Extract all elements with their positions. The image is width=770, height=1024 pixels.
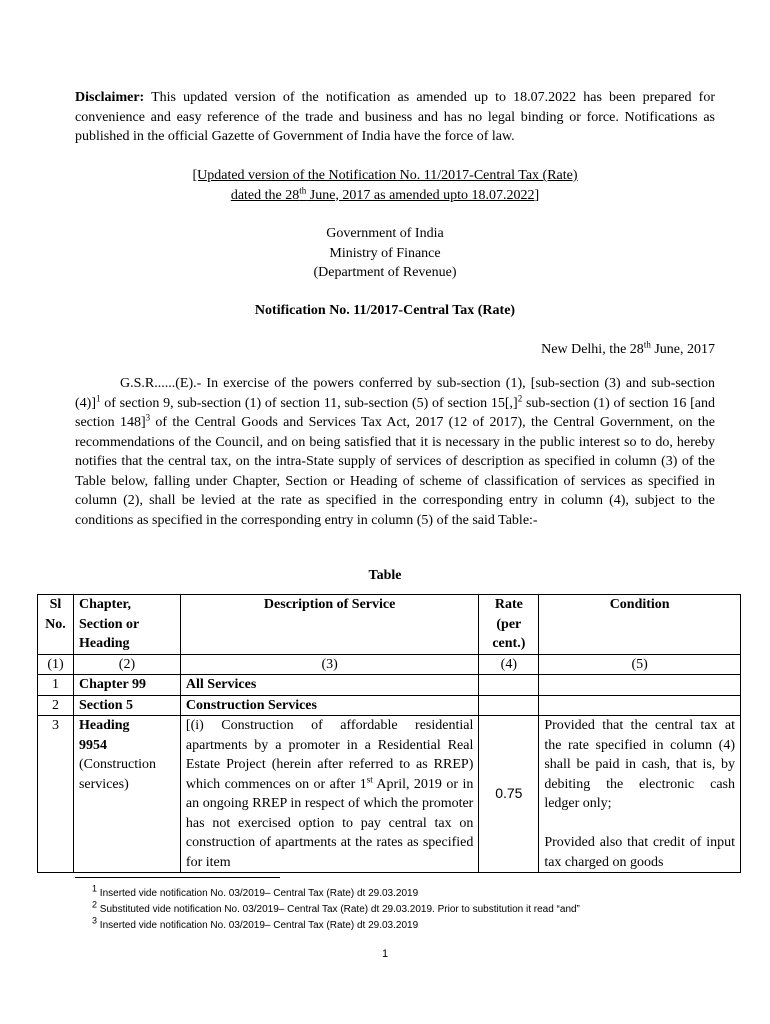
dateline-a: New Delhi, the 28 (541, 342, 644, 357)
updated-line-1: [Updated version of the Notification No. 11/2017-Central Tax (Rate) (192, 168, 578, 183)
footnote-3-text: Inserted vide notification No. 03/2019– Central Tax (Rate) dt 29.03.2019 (97, 920, 419, 931)
row-3-description (180, 716, 478, 873)
header-sl: Sl No. (38, 595, 74, 655)
row-2-rate (479, 695, 539, 716)
row-3-chapter-cell (73, 716, 180, 873)
row-3-desc-b: April, 2019 or in an ongoing RREP in respect of which the promoter has not exercised option to pay central tax on construction of apartments at the rates as specified for item (185, 776, 474, 870)
table-title: Table (368, 568, 402, 583)
row-1-description: All Services (180, 675, 478, 696)
col-num-3: (3) (180, 654, 478, 675)
gov-line-1: Government of India (326, 226, 444, 241)
footnote-ref-2: 2 (517, 392, 523, 403)
col-num-5: (5) (539, 654, 741, 675)
header-condition: Condition (539, 595, 741, 655)
row-1-rate (479, 675, 539, 696)
disclaimer-paragraph (75, 88, 715, 147)
footnote-2-num: 2 (92, 899, 98, 910)
col-num-4: (4) (479, 654, 539, 675)
header-description: Description of Service (180, 595, 478, 655)
updated-line-2 (0, 186, 770, 206)
row-3-condition-2: Provided also that credit of input tax charged on goods (544, 835, 735, 870)
row-3-condition-1: Provided that the central tax at the rate specified in column (4) shall be paid in cash, that is, by debiting the electronic cash ledger only; (544, 718, 735, 811)
table-row (38, 695, 741, 716)
body-part-2: of section 9, sub-section (1) of section 11, sub-section (5) of section 15[,] (100, 395, 518, 411)
footnote-1-text: Inserted vide notification No. 03/2019– Central Tax (Rate) dt 29.03.2019 (97, 888, 419, 899)
row-2-chapter: Section 5 (73, 695, 180, 716)
footnote-separator (75, 877, 280, 878)
row-2-sl: 2 (38, 695, 74, 716)
footnote-ref-1: 1 (96, 392, 101, 403)
footnote-1-num: 1 (92, 883, 98, 894)
row-2-description: Construction Services (180, 695, 478, 716)
row-3-sl: 3 (38, 716, 74, 873)
updated-line-2-sup: th (299, 184, 307, 195)
body-part-3: sub-section (1) of section 16 [and section 148] (75, 395, 715, 430)
table-header-row (38, 595, 741, 655)
dateline-b: June, 2017 (650, 342, 715, 357)
footnote-ref-3: 3 (145, 412, 151, 423)
row-3-chapter-note: (Construction services) (78, 757, 156, 792)
row-1-chapter: Chapter 99 (73, 675, 180, 696)
gov-line-2: Ministry of Finance (329, 245, 441, 261)
updated-line-2-a: dated the 28 (230, 187, 300, 203)
row-3-chapter: Heading 9954 (78, 718, 130, 753)
body-part-4: of the Central Goods and Services Tax Act, 2017 (12 of 2017), the Central Government, on the recommendations of the Council, and on being satisfied that it is necessary in the public interest so to do, hereby notifies that the central tax, on the intra-State supply of services of description as specified in column (3) of the Table below, falling under Chapter, Section or Heading of scheme of classification of services as specified in column (2), shall be levied at the rate as specified in the corresponding entry in column (4), subject to the conditions as specified in the corresponding entry in column (5) of the said Table:- (75, 415, 715, 528)
body-paragraph (75, 374, 715, 530)
row-3-desc-sup: st (366, 773, 373, 784)
notification-title: Notification No. 11/2017-Central Tax (Rate) (254, 303, 516, 318)
row-2-condition (539, 695, 741, 716)
government-heading (0, 224, 770, 283)
row-3-rate: 0.75 (479, 716, 539, 873)
dateline (541, 340, 715, 360)
table-row (38, 675, 741, 696)
footnote-3-num: 3 (92, 915, 98, 926)
dateline-sup: th (643, 339, 651, 350)
table-row (38, 716, 741, 873)
row-1-condition (539, 675, 741, 696)
updated-version-heading (0, 166, 770, 205)
col-num-1: (1) (38, 654, 74, 675)
header-rate: Rate (per cent.) (479, 595, 539, 655)
header-chapter: Chapter, Section or Heading (73, 595, 180, 655)
disclaimer-text: This updated version of the notification as amended up to 18.07.2022 has been prepared for convenience and easy reference of the trade and business and has no legal binding or force. Notifications as published in the official Gazette of Government of India have the force of law. (75, 90, 715, 144)
footnote-2 (92, 899, 580, 916)
column-number-row (38, 654, 741, 675)
footnote-3 (92, 915, 419, 932)
updated-line-2-b: June, 2017 as amended upto 18.07.2022] (306, 187, 540, 203)
gov-line-3: (Department of Revenue) (313, 265, 457, 280)
page-number: 1 (381, 948, 389, 960)
disclaimer-label: Disclaimer: (75, 90, 145, 105)
footnote-1 (92, 883, 419, 900)
row-3-desc-a: [(i) Construction of affordable residential apartments by a promoter in a Residential Real Estate Project (herein after referred to as RREP) which commences on or after 1 (185, 718, 474, 792)
footnote-2-text: Substituted vide notification No. 03/2019– Central Tax (Rate) dt 29.03.2019. Prior to substitution it read “and” (97, 904, 580, 915)
rates-table (37, 594, 741, 873)
row-3-condition (539, 716, 741, 873)
col-num-2: (2) (73, 654, 180, 675)
body-part-1: G.S.R......(E).- In exercise of the powers conferred by sub-section (1), [sub-section (3) and sub-section (4)] (75, 376, 715, 411)
row-1-sl: 1 (38, 675, 74, 696)
